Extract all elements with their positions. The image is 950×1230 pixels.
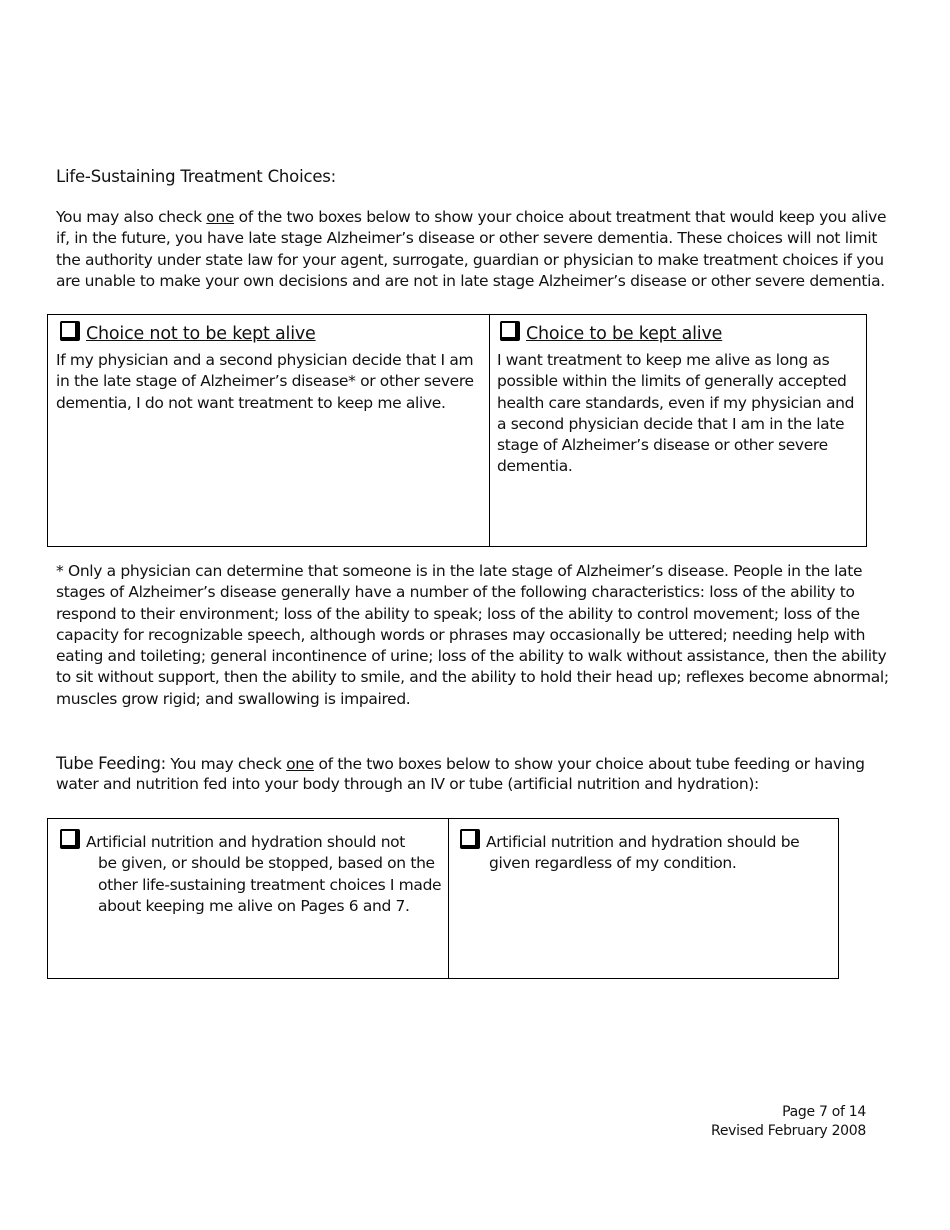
choice-text-line: I want treatment to keep me alive as long as (497, 351, 830, 369)
choice-title: Choice to be kept alive (526, 324, 723, 344)
intro-line: are unable to make your own decisions and are not in late stage Alzheimer’s disease or other severe dementia. (56, 271, 885, 290)
alzheimers-footnote (56, 561, 889, 710)
choice-text-line: in the late stage of Alzheimer’s disease* or other severe (56, 372, 474, 391)
choice-text-line: Artificial nutrition and hydration should not (86, 833, 406, 851)
intro-text: You may check (165, 755, 287, 773)
page-footer (711, 1103, 866, 1141)
footnote-line: eating and toileting; general incontinence of urine; loss of the ability to walk without assistance, then the ability (56, 647, 887, 666)
intro-emphasis: one (286, 755, 314, 773)
footnote-line: capacity for recognizable speech, although words or phrases may occasionally be uttered; needing help with (56, 625, 866, 644)
choice-text-line: about keeping me alive on Pages 6 and 7. (98, 896, 410, 915)
choice-artificial-nutrition (460, 829, 799, 875)
checkbox-artificial-nutrition[interactable] (460, 829, 480, 849)
choice-title: Choice not to be kept alive (86, 324, 316, 344)
choice-text-line: other life-sustaining treatment choices I made (98, 875, 442, 894)
choice-text-line: dementia, I do not want treatment to keep me alive. (56, 393, 446, 412)
intro-text: of the two boxes below to show your choice about tube feeding or having (313, 755, 865, 773)
table-divider (489, 315, 490, 546)
checkbox-no-artificial-nutrition[interactable] (60, 829, 80, 849)
table-divider (448, 819, 449, 978)
life-sustaining-intro (56, 207, 886, 292)
revision-date: Revised February 2008 (711, 1123, 866, 1139)
choice-text-line: be given, or should be stopped, based on the (98, 854, 435, 873)
choice-no-artificial-nutrition (60, 829, 441, 917)
choice-text-line: a second physician decide that I am in the late (497, 414, 845, 433)
page-number: Page 7 of 14 (782, 1104, 866, 1120)
choice-text-line: If my physician and a second physician decide that I am (56, 351, 474, 369)
intro-text: of the two boxes below to show your choice about treatment that would keep you alive (234, 208, 887, 226)
intro-line: water and nutrition fed into your body through an IV or tube (artificial nutrition and hydration): (56, 775, 759, 794)
checkbox-kept-alive[interactable] (500, 321, 520, 341)
choice-text-line: dementia. (497, 457, 573, 476)
tube-feeding-intro (56, 753, 865, 796)
footnote-line: * Only a physician can determine that someone is in the late stage of Alzheimer’s disease. People in the late (56, 562, 863, 580)
footnote-line: respond to their environment; loss of the ability to speak; loss of the ability to control movement; loss of the (56, 604, 860, 623)
choice-text-line: health care standards, even if my physician and (497, 393, 855, 412)
intro-line: if, in the future, you have late stage Alzheimer’s disease or other severe dementia. These choices will not limit (56, 229, 878, 248)
tube-feeding-choice-table (47, 818, 839, 979)
section-heading-tube-feeding: Tube Feeding: (56, 754, 166, 773)
footnote-line: to sit without support, then the ability to smile, and the ability to hold their head up; reflexes become abnormal; (56, 668, 889, 687)
life-sustaining-choice-table (47, 314, 867, 547)
checkbox-not-kept-alive[interactable] (60, 321, 80, 341)
intro-line: the authority under state law for your agent, surrogate, guardian or physician to make treatment choices if you (56, 250, 884, 269)
choice-kept-alive (497, 321, 855, 478)
choice-text-line: given regardless of my condition. (489, 854, 737, 873)
intro-text: You may also check (56, 208, 207, 226)
choice-text-line: stage of Alzheimer’s disease or other severe (497, 436, 828, 455)
section-heading-life-sustaining: Life-Sustaining Treatment Choices: (56, 167, 337, 186)
footnote-line: muscles grow rigid; and swallowing is impaired. (56, 689, 411, 708)
choice-not-kept-alive (56, 321, 474, 414)
choice-text-line: possible within the limits of generally accepted (497, 372, 847, 391)
intro-emphasis: one (206, 208, 235, 226)
intro-line (56, 207, 886, 228)
choice-text-line: Artificial nutrition and hydration should be (486, 833, 800, 851)
footnote-line: stages of Alzheimer’s disease generally have a number of the following characteristics: loss of the ability to (56, 583, 855, 602)
